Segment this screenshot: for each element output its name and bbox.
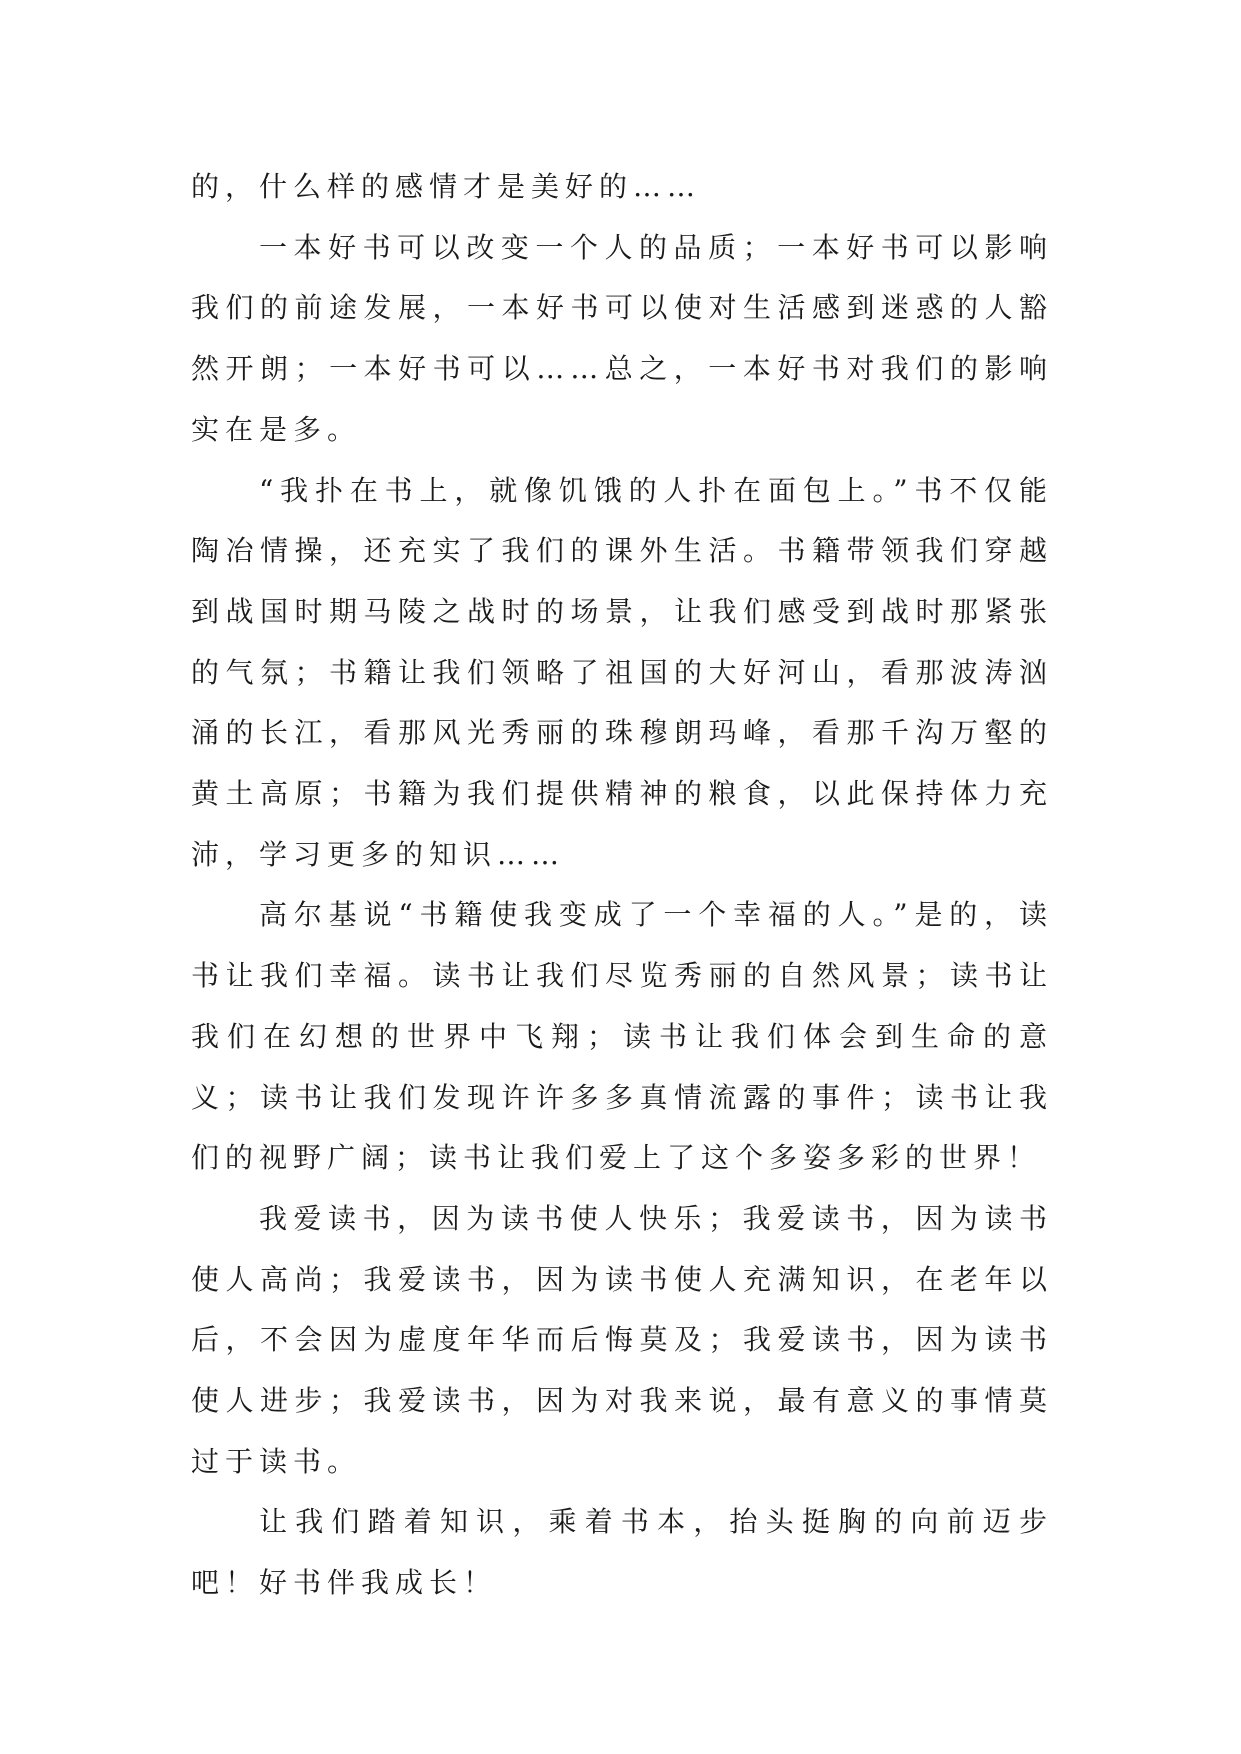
paragraph-bread-quote: “我扑在书上，就像饥饿的人扑在面包上。”书不仅能陶冶情操，还充实了我们的课外生活。书籍带领我们穿越到战国时期马陵之战时的场景，让我们感受到战时那紧张的气氛；书籍让我们领略了祖国的大好河山，看那波涛汹涌的长江，看那风光秀丽的珠穆朗玛峰，看那千沟万壑的黄土高原；书籍为我们提供精神的粮食，以此保持体力充沛，学习更多的知识……	[191, 473, 1053, 871]
paragraph-gorky-quote: 高尔基说“书籍使我变成了一个幸福的人。”是的，读书让我们幸福。读书让我们尽览秀丽的自然风景；读书让我们在幻想的世界中飞翔；读书让我们体会到生命的意义；读书让我们发现许许多多真情流露的事件；读书让我们的视野广阔；读书让我们爱上了这个多姿多彩的世界！	[191, 898, 1053, 1175]
paragraph-good-book: 一本好书可以改变一个人的品质；一本好书可以影响我们的前途发展，一本好书可以使对生活感到迷惑的人豁然开朗；一本好书可以……总之，一本好书对我们的影响实在是多。	[191, 230, 1053, 446]
paragraph-conclusion: 让我们踏着知识，乘着书本，抬头挺胸的向前迈步吧！好书伴我成长！	[191, 1505, 1053, 1600]
paragraph-continuation: 的，什么样的感情才是美好的……	[191, 170, 702, 203]
paragraph-i-love-reading: 我爱读书，因为读书使人快乐；我爱读书，因为读书使人高尚；我爱读书，因为读书使人充满知识，在老年以后，不会因为虚度年华而后悔莫及；我爱读书，因为读书使人进步；我爱读书，因为对我来说，最有意义的事情莫过于读书。	[191, 1201, 1053, 1478]
body-text	[191, 157, 1053, 1614]
